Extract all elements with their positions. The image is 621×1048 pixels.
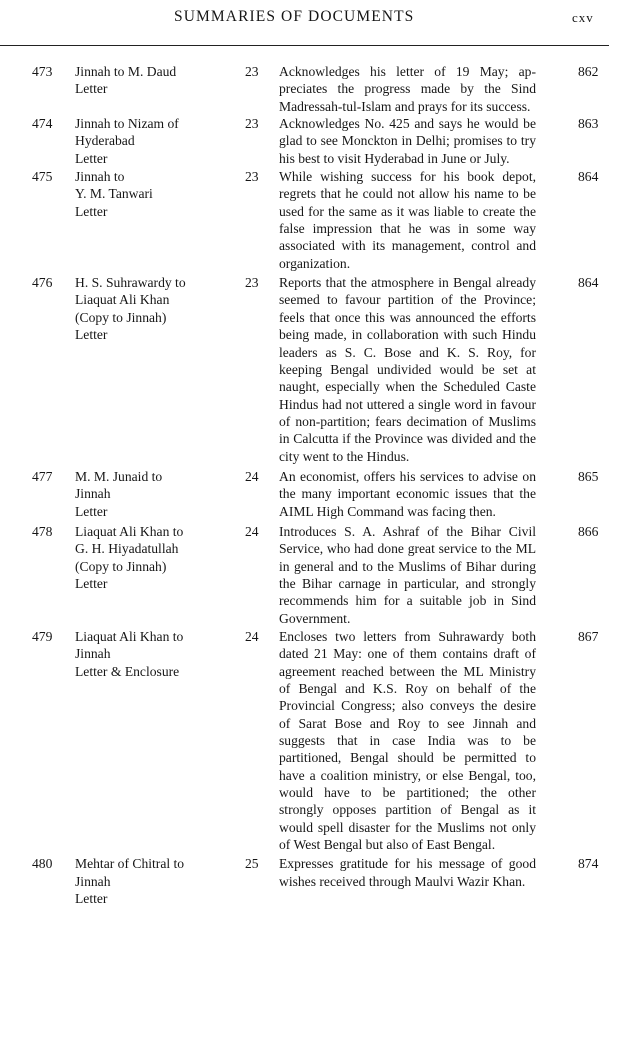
page-reference: 864: [578, 169, 599, 185]
document-date: 25: [245, 856, 259, 872]
summary-entry: [0, 628, 621, 853]
correspondent-line: Liaquat Ali Khan to: [75, 523, 184, 539]
page-reference: 866: [578, 523, 599, 539]
correspondents: [75, 855, 240, 907]
running-header: [0, 8, 621, 30]
document-summary: Acknowledges his letter of 19 May; appreciates the progress made by the Sind Madressah-tul-Islam and prays for its success.: [279, 64, 536, 114]
correspondent-line: G. H. Hiyadatullah: [75, 541, 179, 557]
summary-entry: [0, 274, 621, 465]
document-summary: Encloses two letters from Suhrawardy both dated 21 May: one of them contains draft of agreement reached between the ML Ministry of Bengal and K.S. Roy on behalf of the Provincial Congress; also conveys the desire of Sarat Bose and Roy to see Jinnah and suggests that in case India was to be partitioned, Bengal should be permitted to have a coalition ministry, or else Bengal, too, would have to be partitioned; the other strongly opposes partition of Bengal as it would spell disaster for the Muslims not only of West Bengal but also of East Bengal.: [279, 629, 536, 853]
document-type: Letter: [75, 150, 108, 166]
document-summary: While wishing success for his book depot, regrets that he could not allow his name to be used for the same as it was liable to create the false impression that he was in some way associated with its management, control and organization.: [279, 169, 536, 271]
correspondent-line: Jinnah to Nizam of: [75, 116, 179, 132]
correspondent-line: Y. M. Tanwari: [75, 186, 153, 202]
correspondent-line: (Copy to Jinnah): [75, 558, 167, 574]
document-date: 23: [245, 275, 259, 291]
document-date: 24: [245, 523, 259, 539]
correspondents: [75, 115, 240, 167]
document-type: Letter & Enclosure: [75, 663, 180, 679]
correspondent-line: Jinnah to: [75, 169, 125, 185]
header-rule: [0, 45, 609, 46]
summary-entry: [0, 855, 621, 907]
correspondents: [75, 628, 240, 680]
correspondent-line: Hyderabad: [75, 133, 135, 149]
summary-entry: [0, 63, 621, 115]
correspondent-line: M. M. Junaid to: [75, 468, 163, 484]
document-date: 23: [245, 116, 259, 132]
document-type: Letter: [75, 503, 108, 519]
document-number: 478: [32, 523, 53, 539]
document-number: 479: [32, 629, 53, 644]
document-type: Letter: [75, 81, 108, 97]
document-date: 24: [245, 468, 259, 484]
correspondents: [75, 168, 240, 220]
correspondents: [75, 63, 240, 98]
summary-entry: [0, 168, 621, 272]
document-date: 24: [245, 629, 259, 644]
correspondent-line: Jinnah to M. Daud: [75, 64, 177, 79]
correspondents: [75, 274, 240, 343]
correspondent-line: Jinnah: [75, 873, 111, 889]
document-number: 476: [32, 275, 53, 291]
correspondent-line: H. S. Suhrawardy to: [75, 275, 186, 291]
summary-entry: [0, 115, 621, 167]
correspondent-line: Liaquat Ali Khan: [75, 292, 170, 308]
page-reference: 864: [578, 275, 599, 291]
document-summary: Acknowledges No. 425 and says he would be glad to see Monckton in Delhi; promises to try his best to visit Hyderabad in June or July.: [279, 116, 536, 166]
document-summary: Expresses gratitude for his message of good wishes received through Maulvi Wazir Khan.: [279, 856, 536, 889]
correspondent-line: (Copy to Jinnah): [75, 309, 167, 325]
document-type: Letter: [75, 575, 108, 591]
document-summary: Reports that the atmosphere in Bengal already seemed to favour partition of the Province; feels that once this was announced the efforts being made, in collaboration with such Hindu leaders as S. C. Bose and K. S. Roy, for keeping Bengal undivided would be set at naught, especially when the Scheduled Caste Hindus had not uttered a single word in favour of non-partition; fears decimation of Muslims in Calcutta if the Province was divided and the city went to the Hindus.: [279, 275, 536, 464]
correspondent-line: Jinnah: [75, 486, 111, 502]
correspondent-line: Liaquat Ali Khan to: [75, 629, 184, 644]
summary-entry: [0, 523, 621, 627]
document-date: 23: [245, 64, 259, 79]
document-number: 474: [32, 116, 53, 132]
document-type: Letter: [75, 203, 108, 219]
header-page-number: cxv: [572, 10, 594, 25]
document-number: 477: [32, 468, 53, 484]
document-number: 473: [32, 64, 53, 79]
document-type: Letter: [75, 327, 108, 343]
summary-list: [0, 63, 621, 907]
document-summary: An economist, offers his services to advise on the many important economic issues that the AIML High Command was facing then.: [279, 468, 536, 519]
document-date: 23: [245, 169, 259, 185]
page-reference: 874: [578, 856, 599, 872]
document-type: Letter: [75, 891, 108, 907]
header-title: SUMMARIES OF DOCUMENTS: [174, 8, 415, 25]
page-reference: 863: [578, 116, 599, 132]
correspondents: [75, 523, 240, 592]
page-reference: 862: [578, 64, 599, 79]
document-number: 475: [32, 169, 53, 185]
page-reference: 865: [578, 468, 599, 484]
correspondents: [75, 468, 240, 520]
correspondent-line: Jinnah: [75, 646, 111, 662]
page-reference: 867: [578, 629, 599, 644]
document-summary: Introduces S. A. Ashraf of the Bihar Civil Service, who had done great service to the ML in general and to the Muslims of Bihar during the Bihar carnage in particular, and strongly recommends him for a suitable job in Sind Government.: [279, 523, 536, 626]
correspondent-line: Mehtar of Chitral to: [75, 856, 185, 872]
summary-entry: [0, 468, 621, 520]
document-number: 480: [32, 856, 53, 872]
